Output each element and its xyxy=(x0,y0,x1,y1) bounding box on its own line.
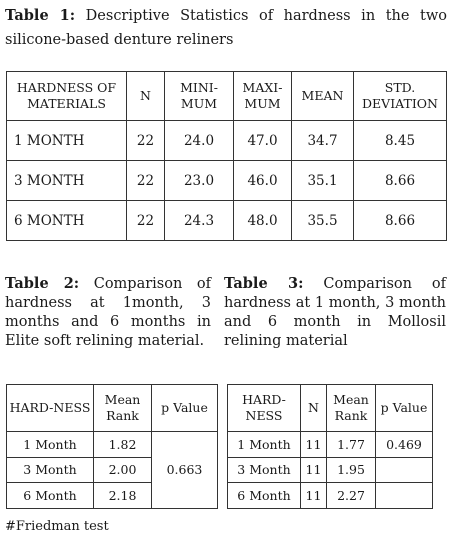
table1-title: Descriptive Statistics of hardness in the two silicone-based denture reliners xyxy=(5,8,447,48)
table-row xyxy=(7,201,447,241)
table2-header-mean-rank: Mean Rank xyxy=(94,385,152,432)
table-row xyxy=(228,432,433,458)
table1-cell: 48.0 xyxy=(234,201,292,241)
table3-header-row xyxy=(228,385,433,432)
table-row xyxy=(228,483,433,509)
table1-cell: 34.7 xyxy=(292,121,354,161)
table-row xyxy=(7,432,218,458)
table1-header-std-deviation: STD. DEVIATION xyxy=(354,72,447,121)
table3-cell xyxy=(376,483,433,509)
table3-caption xyxy=(224,274,446,351)
table1-header-mean: MEAN xyxy=(292,72,354,121)
table1-cell: 23.0 xyxy=(165,161,234,201)
table1-cell: 6 MONTH xyxy=(7,201,127,241)
table2-title: Comparison of hardness at 1month, 3 months and 6 months in Elite soft relining material. xyxy=(5,276,211,349)
table2-cell: 2.18 xyxy=(94,483,152,509)
table1-cell: 22 xyxy=(127,201,165,241)
table3-cell: 1 Month xyxy=(228,432,301,458)
table1-cell: 35.5 xyxy=(292,201,354,241)
table1-header-row xyxy=(7,72,447,121)
table1-cell: 22 xyxy=(127,121,165,161)
table2-cell: 3 Month xyxy=(7,457,94,483)
table3-cell xyxy=(376,457,433,483)
table2-header-hardness: HARD-NESS xyxy=(7,385,94,432)
table3 xyxy=(227,384,433,509)
table1-cell: 24.3 xyxy=(165,201,234,241)
table2 xyxy=(6,384,218,509)
table3-cell: 1.77 xyxy=(327,432,376,458)
table3-label: Table 3: xyxy=(224,275,304,292)
table2-p-value: 0.663 xyxy=(152,432,218,509)
table1-caption xyxy=(5,4,447,52)
table-row xyxy=(7,121,447,161)
table1-header-n: N xyxy=(127,72,165,121)
table3-cell: 11 xyxy=(301,432,327,458)
table3-header-p-value: p Value xyxy=(376,385,433,432)
table2-label: Table 2: xyxy=(5,275,80,292)
table1-cell: 47.0 xyxy=(234,121,292,161)
table3-cell: 11 xyxy=(301,483,327,509)
table3-cell: 11 xyxy=(301,457,327,483)
table2-cell: 1 Month xyxy=(7,432,94,458)
table2-cell: 1.82 xyxy=(94,432,152,458)
table1-cell: 22 xyxy=(127,161,165,201)
table-row xyxy=(228,457,433,483)
table1-cell: 1 MONTH xyxy=(7,121,127,161)
table3-cell: 1.95 xyxy=(327,457,376,483)
table1-label: Table 1: xyxy=(5,7,76,24)
table2-cell: 6 Month xyxy=(7,483,94,509)
table1-header-hardness: HARDNESS OF MATERIALS xyxy=(7,72,127,121)
table3-cell: 2.27 xyxy=(327,483,376,509)
table1-cell: 24.0 xyxy=(165,121,234,161)
table-row xyxy=(7,161,447,201)
table3-header-n: N xyxy=(301,385,327,432)
table2-header-p-value: p Value xyxy=(152,385,218,432)
footnote: #Friedman test xyxy=(5,519,109,534)
table1-cell: 3 MONTH xyxy=(7,161,127,201)
table3-cell: 6 Month xyxy=(228,483,301,509)
table1-cell: 46.0 xyxy=(234,161,292,201)
table1 xyxy=(6,71,447,241)
table3-cell: 0.469 xyxy=(376,432,433,458)
table3-title: Comparison of hardness at 1 month, 3 month and 6 month in Mollosil relining material xyxy=(224,276,446,349)
table2-header-row xyxy=(7,385,218,432)
table3-cell: 3 Month xyxy=(228,457,301,483)
table1-cell: 8.66 xyxy=(354,161,447,201)
table3-header-mean-rank: Mean Rank xyxy=(327,385,376,432)
table3-header-hardness: HARD-NESS xyxy=(228,385,301,432)
table1-header-maximum: MAXI-MUM xyxy=(234,72,292,121)
table1-cell: 8.66 xyxy=(354,201,447,241)
table2-caption xyxy=(5,274,211,351)
table1-cell: 8.45 xyxy=(354,121,447,161)
table2-cell: 2.00 xyxy=(94,457,152,483)
table1-header-minimum: MINI-MUM xyxy=(165,72,234,121)
table1-cell: 35.1 xyxy=(292,161,354,201)
